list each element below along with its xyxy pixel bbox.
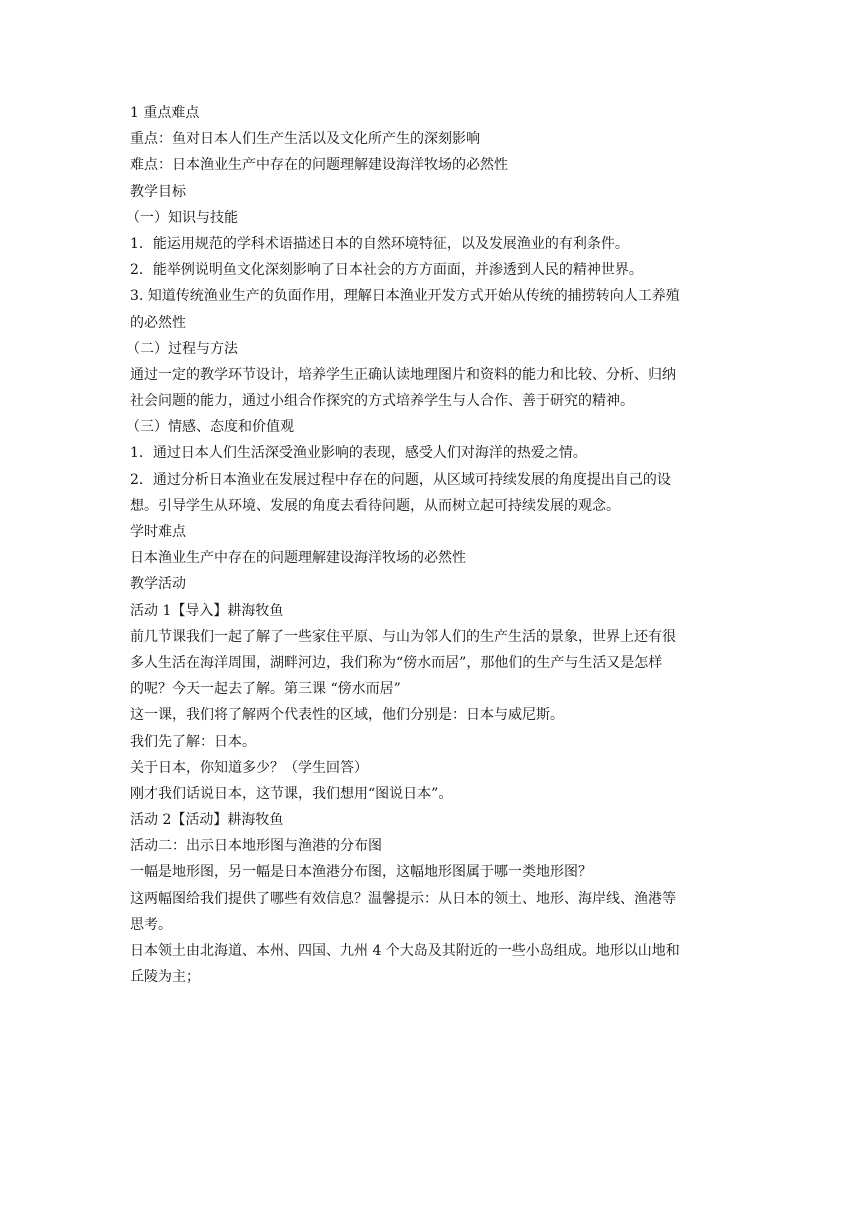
paragraph-line: 前几节课我们一起了解了一些家住平原、与山为邻人们的生产生活的景象，世界上还有很	[130, 628, 676, 645]
section-heading: 教学目标	[130, 183, 186, 200]
subsection-heading: （三）情感、态度和价值观	[126, 419, 294, 436]
paragraph-line: 的呢？今天一起去了解。第三课 “傍水而居”	[130, 681, 401, 698]
subsection-heading: （二）过程与方法	[126, 340, 238, 357]
paragraph-line: 这一课，我们将了解两个代表性的区域，他们分别是：日本与威尼斯。	[130, 707, 564, 724]
subsection-heading: （一）知识与技能	[126, 209, 238, 226]
document-body	[126, 100, 730, 990]
paragraph-line: 想。引导学生从环境、发展的角度去看待问题，从而树立起可持续发展的观念。	[130, 497, 620, 514]
paragraph-line: 2．能举例说明鱼文化深刻影响了日本社会的方方面面，并渗透到人民的精神世界。	[130, 262, 643, 279]
paragraph-line: 1．能运用规范的学科术语描述日本的自然环境特征，以及发展渔业的有利条件。	[130, 235, 629, 252]
section-heading: 学时难点	[130, 524, 186, 540]
section-heading: 教学活动	[130, 576, 186, 593]
paragraph-line: 活动二：出示日本地形图与渔港的分布图	[130, 838, 382, 855]
section-heading: 1 重点难点	[130, 105, 200, 121]
paragraph-line: 这两幅图给我们提供了哪些有效信息？温馨提示：从日本的领土、地形、海岸线、渔港等	[130, 890, 676, 907]
paragraph-line: 多人生活在海洋周围，湖畔河边，我们称为“傍水而居”，那他们的生产与生活又是怎样	[130, 654, 663, 671]
paragraph-line: 的必然性	[130, 314, 186, 331]
activity-heading: 活动 1【导入】耕海牧鱼	[130, 602, 284, 619]
key-point: 重点：鱼对日本人们生产生活以及文化所产生的深刻影响	[130, 131, 480, 148]
paragraph-line: 一幅是地形图，另一幅是日本渔港分布图，这幅地形图属于哪一类地形图？	[130, 864, 592, 881]
paragraph-line: 日本领土由北海道、本州、四国、九州 4 个大岛及其附近的一些小岛组成。地形以山地和	[130, 943, 680, 959]
paragraph-line: 通过一定的教学环节设计，培养学生正确认读地理图片和资料的能力和比较、分析、归纳	[130, 366, 676, 383]
paragraph-line: 关于日本，你知道多少？（学生回答）	[130, 759, 368, 776]
paragraph-line: 丘陵为主；	[130, 969, 200, 986]
paragraph-line: 我们先了解：日本。	[130, 733, 256, 750]
paragraph-line: 社会问题的能力，通过小组合作探究的方式培养学生与人合作、善于研究的精神。	[130, 393, 634, 410]
difficult-point: 难点：日本渔业生产中存在的问题理解建设海洋牧场的必然性	[130, 157, 508, 174]
paragraph-line: 1．通过日本人们生活深受渔业影响的表现，感受人们对海洋的热爱之情。	[130, 445, 587, 462]
paragraph-line: 3. 知道传统渔业生产的负面作用，理解日本渔业开发方式开始从传统的捕捞转向人工养殖	[130, 288, 680, 305]
paragraph-line: 思考。	[130, 916, 172, 933]
paragraph-line: 日本渔业生产中存在的问题理解建设海洋牧场的必然性	[130, 550, 466, 567]
paragraph-line: 刚才我们话说日本，这节课，我们想用“图说日本”。	[130, 785, 453, 802]
activity-heading: 活动 2【活动】耕海牧鱼	[130, 812, 284, 829]
paragraph-line: 2．通过分析日本渔业在发展过程中存在的问题，从区域可持续发展的角度提出自己的设	[130, 471, 671, 488]
